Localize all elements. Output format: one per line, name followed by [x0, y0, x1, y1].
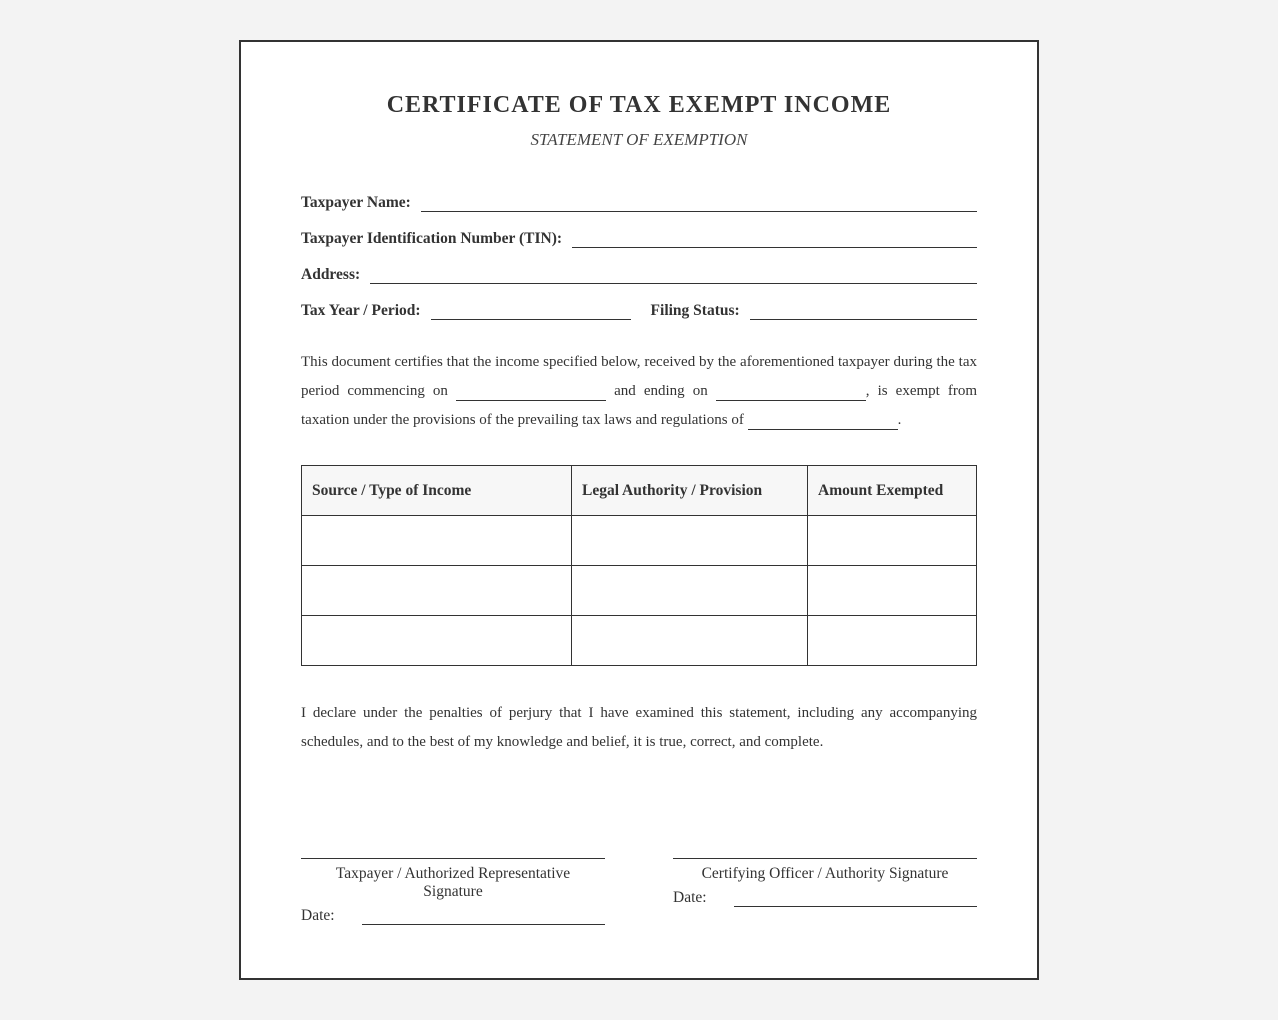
- address-label: Address:: [301, 266, 361, 283]
- tax-year-filing-row: [301, 298, 977, 320]
- period-start-field[interactable]: [456, 382, 606, 401]
- taxpayer-date-field[interactable]: [362, 912, 605, 925]
- table-cell[interactable]: [302, 566, 572, 616]
- table-cell[interactable]: [302, 516, 572, 566]
- officer-signature-line[interactable]: [673, 858, 977, 859]
- table-cell[interactable]: [808, 616, 977, 666]
- tax-year-label: Tax Year / Period:: [301, 302, 421, 319]
- officer-date-label: Date:: [673, 889, 707, 906]
- table-cell[interactable]: [808, 516, 977, 566]
- income-table: [301, 465, 977, 666]
- taxpayer-name-row: [301, 190, 977, 212]
- address-field[interactable]: [370, 269, 977, 284]
- officer-date-row: [673, 887, 977, 907]
- table-cell[interactable]: [572, 566, 808, 616]
- table-cell[interactable]: [302, 616, 572, 666]
- officer-signature-caption: Certifying Officer / Authority Signature: [701, 865, 949, 882]
- period-end-field[interactable]: [716, 382, 866, 401]
- table-cell[interactable]: [808, 566, 977, 616]
- taxpayer-signature-line[interactable]: [301, 858, 605, 859]
- officer-signature-block: [673, 858, 977, 907]
- table-cell[interactable]: [572, 516, 808, 566]
- address-row: [301, 262, 977, 284]
- taxpayer-name-field[interactable]: [421, 197, 977, 212]
- taxpayer-name-label: Taxpayer Name:: [301, 194, 411, 211]
- taxpayer-signature-block: [301, 858, 605, 925]
- officer-date-field[interactable]: [734, 894, 977, 907]
- tin-field[interactable]: [572, 233, 977, 248]
- filing-status-field[interactable]: [750, 305, 977, 320]
- header-authority: Legal Authority / Provision: [572, 466, 808, 516]
- tax-year-field[interactable]: [431, 305, 631, 320]
- table-cell[interactable]: [572, 616, 808, 666]
- taxpayer-signature-caption: Taxpayer / Authorized Representative Signature: [335, 865, 571, 900]
- taxpayer-date-row: [301, 905, 605, 925]
- table-row: [302, 516, 977, 566]
- tin-row: [301, 226, 977, 248]
- certification-paragraph: [301, 348, 977, 435]
- certification-text-1: This document certifies that the income specified below, received by the aforementioned taxpayer during the tax period commencing on: [301, 354, 977, 399]
- header-amount: Amount Exempted: [808, 466, 977, 516]
- certification-text-3: , is exempt from taxation under the provisions of the prevailing tax laws and regulations of: [301, 383, 978, 428]
- filing-status-label: Filing Status:: [650, 302, 740, 319]
- document-title: CERTIFICATE OF TAX EXEMPT INCOME: [386, 92, 892, 118]
- header-source: Source / Type of Income: [302, 466, 572, 516]
- tin-label: Taxpayer Identification Number (TIN):: [301, 230, 563, 247]
- document-subtitle: STATEMENT OF EXEMPTION: [530, 130, 748, 149]
- certificate-page: [239, 40, 1039, 980]
- jurisdiction-field[interactable]: [748, 411, 898, 430]
- taxpayer-date-label: Date:: [301, 907, 335, 924]
- table-header-row: [302, 466, 977, 516]
- table-row: [302, 566, 977, 616]
- certification-text-2: and ending on: [614, 383, 708, 399]
- certification-text-4: .: [897, 412, 902, 428]
- declaration-paragraph: I declare under the penalties of perjury that I have examined this statement, including any accompanying schedules, and to the best of my knowledge and belief, it is true, correct, and complete.: [301, 705, 977, 750]
- table-row: [302, 616, 977, 666]
